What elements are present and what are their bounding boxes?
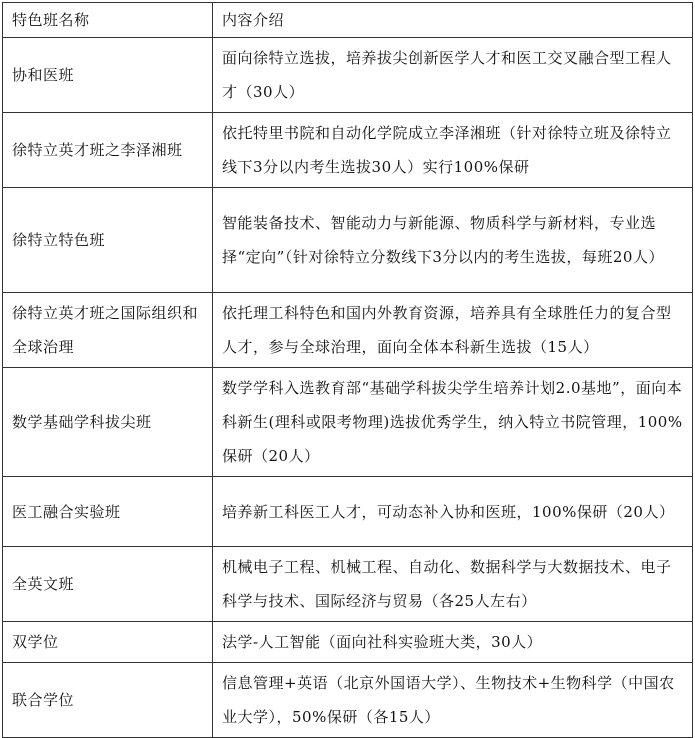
header-content-intro: 内容介绍 [213,3,693,38]
class-name-cell: 徐特立英才班之李泽湘班 [3,113,213,188]
class-name-cell: 联合学位 [3,663,213,738]
class-intro-cell: 数学学科入选教育部“基础学科拔尖学生培养计划2.0基地”，面向本科新生(理科或限考物理)选拔优秀学生，纳入特立书院管理，100%保研（20人） [213,368,693,477]
table-row [3,293,693,368]
class-name-cell: 医工融合实验班 [3,477,213,547]
table-row [3,38,693,113]
table-row [3,477,693,547]
class-intro-cell: 机械电子工程、机械工程、自动化、数据科学与大数据技术、电子科学与技术、国际经济与贸易（各25人左右） [213,547,693,622]
class-intro-cell: 培养新工科医工人才，可动态补入协和医班，100%保研（20人） [213,477,693,547]
class-intro-cell: 法学-人工智能（面向社科实验班大类，30人） [213,622,693,663]
class-name-cell: 全英文班 [3,547,213,622]
table-row [3,547,693,622]
class-intro-cell: 智能装备技术、智能动力与新能源、物质科学与新材料，专业选择“定向”（针对徐特立分数线下3分以内的考生选拔，每班20人） [213,188,693,293]
class-name-cell: 双学位 [3,622,213,663]
class-intro-cell: 信息管理+英语（北京外国语大学）、生物技术+生物科学（中国农业大学），50%保研（各15人） [213,663,693,738]
table-row [3,113,693,188]
special-class-table [2,2,693,738]
class-intro-cell: 依托理工科特色和国内外教育资源，培养具有全球胜任力的复合型人才，参与全球治理，面向全体本科新生选拔（15人） [213,293,693,368]
class-name-cell: 协和医班 [3,38,213,113]
class-intro-cell: 依托特里书院和自动化学院成立李泽湘班（针对徐特立班及徐特立线下3分以内考生选拔30人）实行100%保研 [213,113,693,188]
class-name-cell: 数学基础学科拔尖班 [3,368,213,477]
class-name-cell: 徐特立特色班 [3,188,213,293]
table-row [3,188,693,293]
table-header-row [3,3,693,38]
header-class-name: 特色班名称 [3,3,213,38]
class-intro-cell: 面向徐特立选拔，培养拔尖创新医学人才和医工交叉融合型工程人才（30人） [213,38,693,113]
table-row [3,663,693,738]
table-row [3,622,693,663]
table-row [3,368,693,477]
class-name-cell: 徐特立英才班之国际组织和全球治理 [3,293,213,368]
